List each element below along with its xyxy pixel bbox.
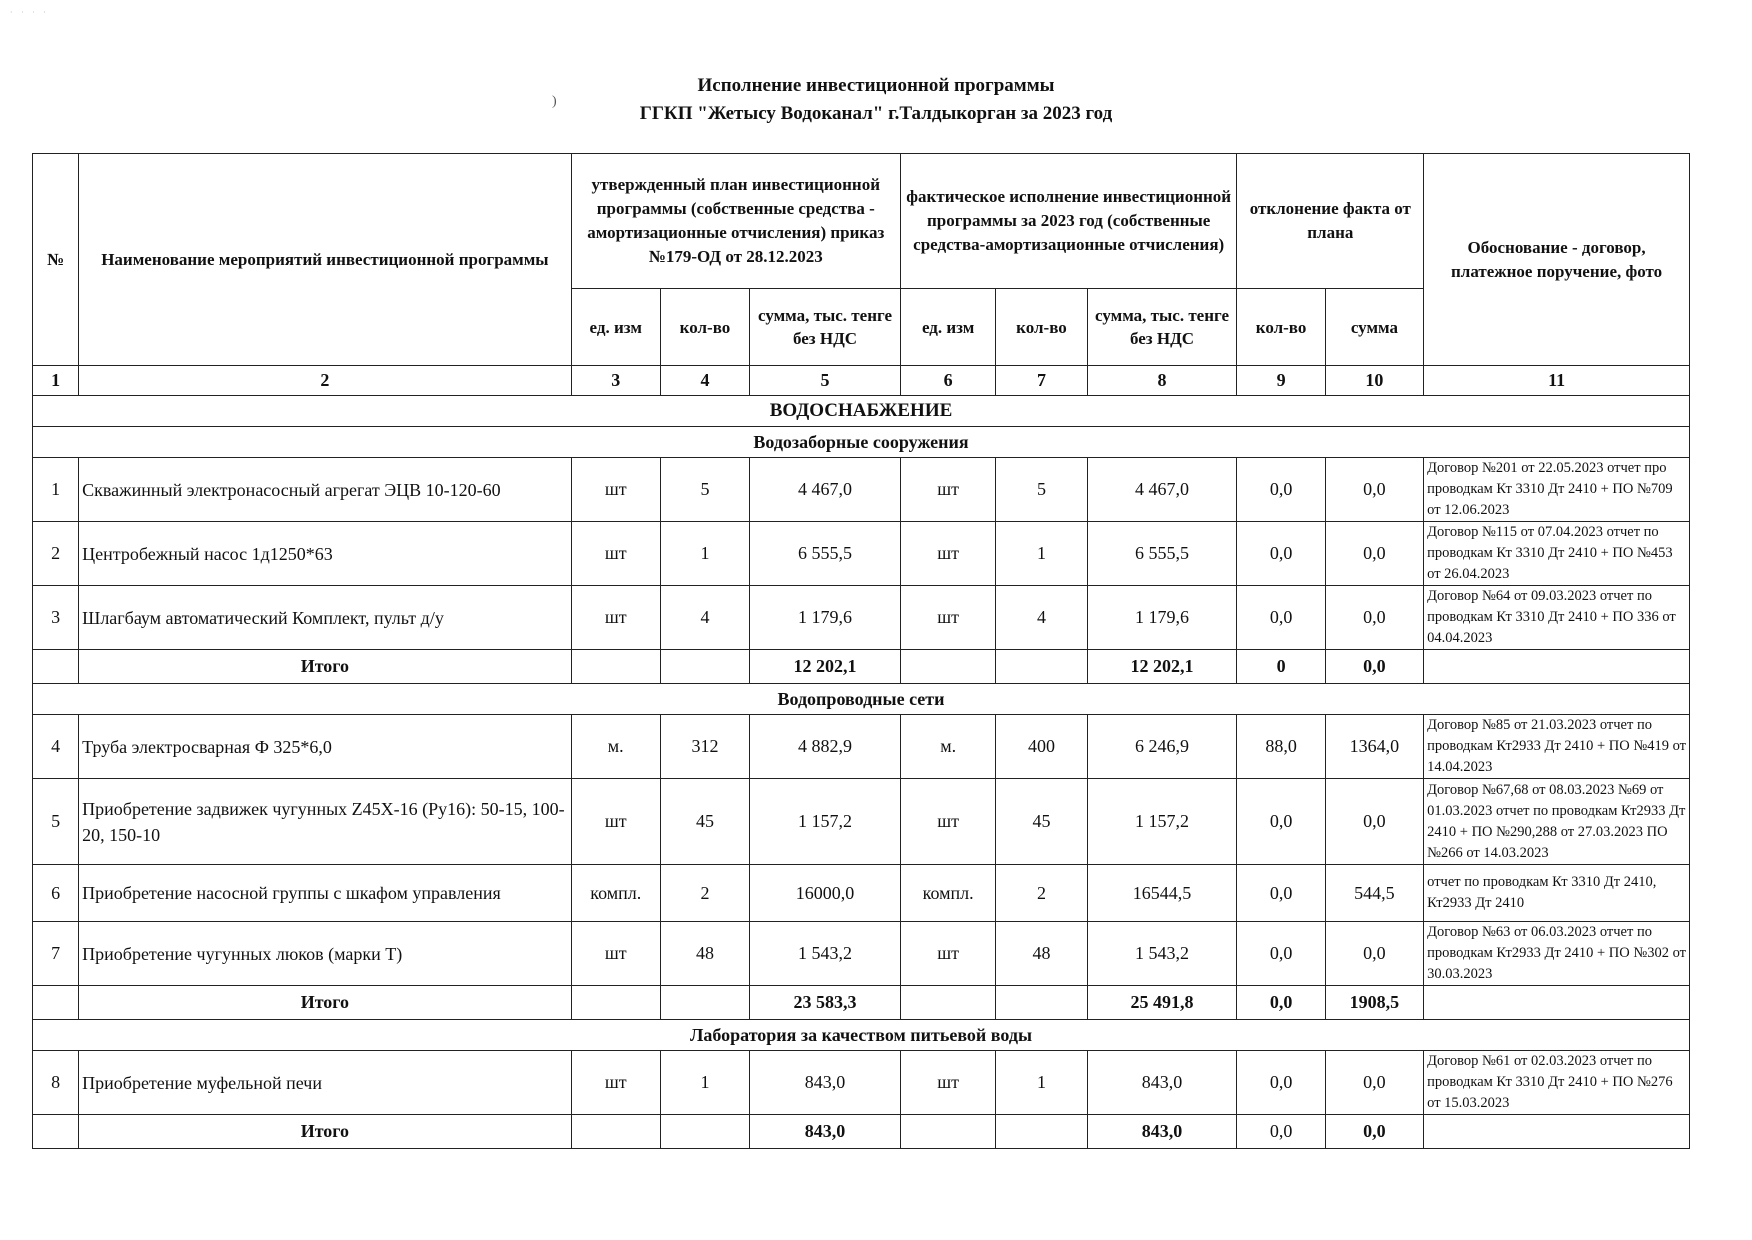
scan-marks: · · · · [10, 8, 49, 17]
total-dev-qty: 0,0 [1237, 1115, 1325, 1149]
group-header-row [33, 684, 1690, 715]
cell-fact-sum: 16544,5 [1087, 865, 1237, 922]
title-line-1: Исполнение инвестиционной программы [697, 75, 1055, 96]
table-row [33, 1051, 1690, 1115]
cell-fact-qty: 4 [996, 586, 1087, 650]
cell-plan-qty: 4 [660, 586, 749, 650]
cell-plan-sum: 1 543,2 [750, 922, 901, 986]
header-fact-qty: кол-во [996, 289, 1087, 366]
header-plan-unit: ед. изм [571, 289, 660, 366]
cell-basis: Договор №85 от 21.03.2023 отчет по проводкам Кт2933 Дт 2410 + ПО №419 от 14.04.2023 [1424, 715, 1690, 779]
header-basis: Обоснование - договор, платежное поручение, фото [1424, 154, 1690, 366]
total-row [33, 986, 1690, 1020]
total-dev-sum: 0,0 [1325, 650, 1423, 684]
cell-dev-sum: 0,0 [1325, 586, 1423, 650]
total-dev-qty: 0,0 [1237, 986, 1325, 1020]
cell-no: 3 [33, 586, 79, 650]
cell-empty [1424, 650, 1690, 684]
total-label: Итого [79, 650, 571, 684]
cell-plan-unit: компл. [571, 865, 660, 922]
cell-dev-sum: 0,0 [1325, 922, 1423, 986]
total-label: Итого [79, 1115, 571, 1149]
cell-empty [996, 650, 1087, 684]
cell-plan-sum: 6 555,5 [750, 522, 901, 586]
total-fact-sum: 843,0 [1087, 1115, 1237, 1149]
total-dev-sum: 0,0 [1325, 1115, 1423, 1149]
cell-basis: Договор №64 от 09.03.2023 отчет по проводкам Кт 3310 Дт 2410 + ПО 336 от 04.04.2023 [1424, 586, 1690, 650]
header-deviation-group: отклонение факта от плана [1237, 154, 1424, 289]
cell-name: Приобретение чугунных люков (марки Т) [79, 922, 571, 986]
cell-plan-unit: шт [571, 1051, 660, 1115]
margin-mark: ) [552, 94, 557, 109]
group-header-row [33, 1020, 1690, 1051]
cell-plan-sum: 16000,0 [750, 865, 901, 922]
cell-empty [571, 986, 660, 1020]
cell-name: Труба электросварная Ф 325*6,0 [79, 715, 571, 779]
cell-fact-sum: 1 179,6 [1087, 586, 1237, 650]
table-row [33, 922, 1690, 986]
column-number: 7 [996, 366, 1087, 396]
cell-fact-qty: 45 [996, 779, 1087, 865]
header-plan-sum: сумма, тыс. тенге без НДС [750, 289, 901, 366]
cell-fact-unit: шт [900, 922, 995, 986]
cell-fact-sum: 843,0 [1087, 1051, 1237, 1115]
cell-no: 1 [33, 458, 79, 522]
section-row [33, 396, 1690, 427]
table-row [33, 715, 1690, 779]
header-plan-group: утвержденный план инвестиционной программы (собственные средства - амортизационные отчисления) приказ №179-ОД от 28.12.2023 [571, 154, 900, 289]
cell-empty [900, 1115, 995, 1149]
cell-fact-qty: 5 [996, 458, 1087, 522]
total-label: Итого [79, 986, 571, 1020]
cell-fact-sum: 6 555,5 [1087, 522, 1237, 586]
cell-dev-qty: 88,0 [1237, 715, 1325, 779]
cell-fact-unit: шт [900, 522, 995, 586]
cell-empty [33, 1115, 79, 1149]
table-row [33, 865, 1690, 922]
cell-basis: Договор №201 от 22.05.2023 отчет про проводкам Кт 3310 Дт 2410 + ПО №709 от 12.06.2023 [1424, 458, 1690, 522]
cell-name: Скважинный электронасосный агрегат ЭЦВ 10-120-60 [79, 458, 571, 522]
cell-name: Шлагбаум автоматический Комплект, пульт д/у [79, 586, 571, 650]
title-line-2: ГГКП "Жетысу Водоканал" г.Талдыкорган за 2023 год [639, 103, 1113, 124]
cell-plan-sum: 1 157,2 [750, 779, 901, 865]
cell-empty [900, 650, 995, 684]
total-row [33, 650, 1690, 684]
cell-dev-sum: 0,0 [1325, 1051, 1423, 1115]
cell-plan-qty: 48 [660, 922, 749, 986]
cell-empty [996, 986, 1087, 1020]
column-number: 1 [33, 366, 79, 396]
cell-no: 6 [33, 865, 79, 922]
cell-basis: Договор №61 от 02.03.2023 отчет по проводкам Кт 3310 Дт 2410 + ПО №276 от 15.03.2023 [1424, 1051, 1690, 1115]
cell-plan-sum: 843,0 [750, 1051, 901, 1115]
total-plan-sum: 843,0 [750, 1115, 901, 1149]
column-number: 3 [571, 366, 660, 396]
cell-fact-unit: компл. [900, 865, 995, 922]
cell-dev-sum: 544,5 [1325, 865, 1423, 922]
cell-fact-unit: шт [900, 1051, 995, 1115]
cell-fact-sum: 4 467,0 [1087, 458, 1237, 522]
cell-empty [660, 986, 749, 1020]
cell-dev-qty: 0,0 [1237, 522, 1325, 586]
column-number: 4 [660, 366, 749, 396]
cell-basis: Договор №115 от 07.04.2023 отчет по проводкам Кт 3310 Дт 2410 + ПО №453 от 26.04.2023 [1424, 522, 1690, 586]
header-dev-sum: сумма [1325, 289, 1423, 366]
cell-dev-sum: 0,0 [1325, 458, 1423, 522]
cell-empty [33, 650, 79, 684]
cell-plan-unit: шт [571, 586, 660, 650]
cell-name: Центробежный насос 1д1250*63 [79, 522, 571, 586]
cell-no: 4 [33, 715, 79, 779]
cell-fact-qty: 1 [996, 522, 1087, 586]
cell-empty [660, 650, 749, 684]
cell-no: 5 [33, 779, 79, 865]
column-numbers-row [33, 366, 1690, 396]
cell-basis: Договор №63 от 06.03.2023 отчет по проводкам Кт2933 Дт 2410 + ПО №302 от 30.03.2023 [1424, 922, 1690, 986]
cell-no: 2 [33, 522, 79, 586]
cell-fact-qty: 48 [996, 922, 1087, 986]
cell-plan-sum: 4 467,0 [750, 458, 901, 522]
column-number: 11 [1424, 366, 1690, 396]
cell-fact-sum: 1 157,2 [1087, 779, 1237, 865]
cell-empty [900, 986, 995, 1020]
cell-dev-qty: 0,0 [1237, 586, 1325, 650]
header-name: Наименование мероприятий инвестиционной программы [79, 154, 571, 366]
cell-name: Приобретение задвижек чугунных Z45X-16 (Ру16): 50-15, 100-20, 150-10 [79, 779, 571, 865]
cell-fact-qty: 2 [996, 865, 1087, 922]
group-header-row [33, 427, 1690, 458]
cell-empty [571, 650, 660, 684]
header-fact-group: фактическое исполнение инвестиционной программы за 2023 год (собственные средства-амортизационные отчисления) [900, 154, 1237, 289]
cell-dev-qty: 0,0 [1237, 458, 1325, 522]
cell-dev-sum: 0,0 [1325, 779, 1423, 865]
cell-plan-qty: 2 [660, 865, 749, 922]
cell-fact-unit: шт [900, 586, 995, 650]
cell-dev-qty: 0,0 [1237, 865, 1325, 922]
total-dev-sum: 1908,5 [1325, 986, 1423, 1020]
column-number: 2 [79, 366, 571, 396]
cell-fact-sum: 1 543,2 [1087, 922, 1237, 986]
cell-plan-unit: шт [571, 522, 660, 586]
total-plan-sum: 12 202,1 [750, 650, 901, 684]
group-title: Водозаборные сооружения [33, 427, 1690, 458]
cell-plan-unit: м. [571, 715, 660, 779]
cell-dev-qty: 0,0 [1237, 922, 1325, 986]
cell-no: 7 [33, 922, 79, 986]
header-fact-unit: ед. изм [900, 289, 995, 366]
table-row [33, 779, 1690, 865]
total-fact-sum: 12 202,1 [1087, 650, 1237, 684]
cell-empty [33, 986, 79, 1020]
cell-fact-unit: шт [900, 458, 995, 522]
column-number: 10 [1325, 366, 1423, 396]
column-number: 8 [1087, 366, 1237, 396]
group-title: Лаборатория за качеством питьевой воды [33, 1020, 1690, 1051]
cell-plan-sum: 1 179,6 [750, 586, 901, 650]
cell-fact-qty: 400 [996, 715, 1087, 779]
table-row [33, 458, 1690, 522]
column-number: 9 [1237, 366, 1325, 396]
cell-plan-qty: 1 [660, 1051, 749, 1115]
cell-no: 8 [33, 1051, 79, 1115]
cell-plan-qty: 312 [660, 715, 749, 779]
cell-plan-qty: 45 [660, 779, 749, 865]
total-dev-qty: 0 [1237, 650, 1325, 684]
cell-empty [1424, 1115, 1690, 1149]
header-dev-qty: кол-во [1237, 289, 1325, 366]
cell-fact-unit: шт [900, 779, 995, 865]
cell-empty [1424, 986, 1690, 1020]
column-number: 5 [750, 366, 901, 396]
document-title [0, 72, 1752, 128]
cell-fact-sum: 6 246,9 [1087, 715, 1237, 779]
cell-name: Приобретение насосной группы с шкафом управления [79, 865, 571, 922]
group-title: Водопроводные сети [33, 684, 1690, 715]
table-row [33, 586, 1690, 650]
cell-empty [996, 1115, 1087, 1149]
cell-empty [660, 1115, 749, 1149]
total-row [33, 1115, 1690, 1149]
column-number: 6 [900, 366, 995, 396]
cell-basis: отчет по проводкам Кт 3310 Дт 2410, Кт2933 Дт 2410 [1424, 865, 1690, 922]
total-plan-sum: 23 583,3 [750, 986, 901, 1020]
cell-plan-unit: шт [571, 779, 660, 865]
cell-basis: Договор №67,68 от 08.03.2023 №69 от 01.03.2023 отчет по проводкам Кт2933 Дт 2410 + ПО №290,288 от 27.03.2023 ПО №266 от 14.03.2023 [1424, 779, 1690, 865]
header-number: № [33, 154, 79, 366]
cell-fact-qty: 1 [996, 1051, 1087, 1115]
cell-plan-unit: шт [571, 458, 660, 522]
cell-plan-qty: 5 [660, 458, 749, 522]
cell-dev-sum: 1364,0 [1325, 715, 1423, 779]
cell-dev-qty: 0,0 [1237, 779, 1325, 865]
cell-dev-sum: 0,0 [1325, 522, 1423, 586]
cell-plan-unit: шт [571, 922, 660, 986]
cell-plan-qty: 1 [660, 522, 749, 586]
cell-plan-sum: 4 882,9 [750, 715, 901, 779]
cell-name: Приобретение муфельной печи [79, 1051, 571, 1115]
section-title: ВОДОСНАБЖЕНИЕ [33, 396, 1690, 427]
table-row [33, 522, 1690, 586]
cell-fact-unit: м. [900, 715, 995, 779]
total-fact-sum: 25 491,8 [1087, 986, 1237, 1020]
cell-empty [571, 1115, 660, 1149]
cell-dev-qty: 0,0 [1237, 1051, 1325, 1115]
header-fact-sum: сумма, тыс. тенге без НДС [1087, 289, 1237, 366]
header-plan-qty: кол-во [660, 289, 749, 366]
investment-program-table [32, 153, 1690, 1149]
